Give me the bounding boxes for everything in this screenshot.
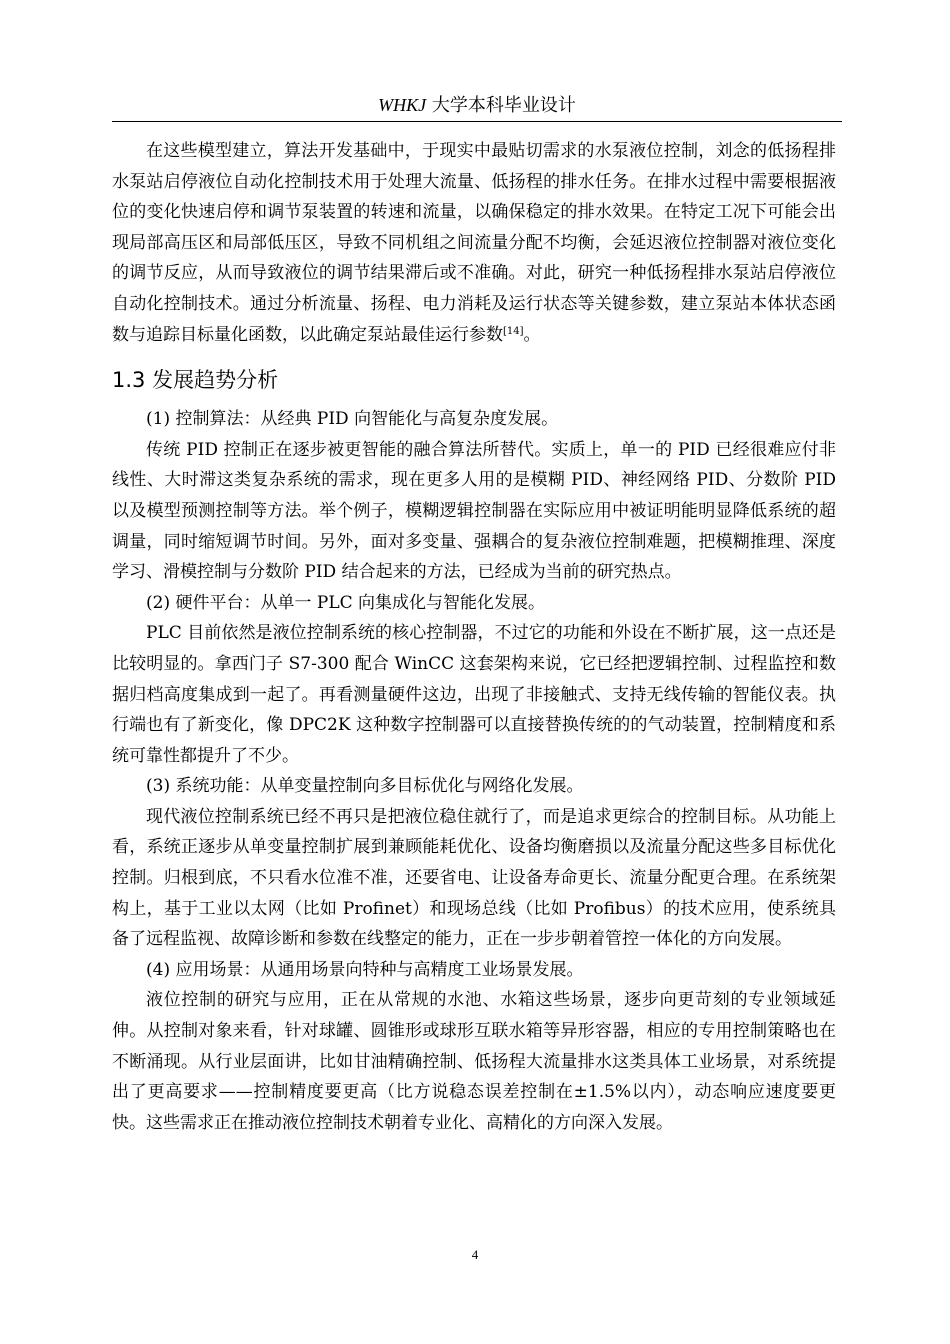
header-rule [112, 121, 842, 122]
point-4-text: 液位控制的研究与应用，正在从常规的水池、水箱这些场景，逐步向更苛刻的专业领域延伸。从控制对象来看，针对球罐、圆锥形或球形互联水箱等异形容器，相应的专用控制策略也在不断涌现。从行业层面讲，比如甘油精确控制、低扬程大流量排水这类具体工业场景，对系统提出了更高要求——控制精度要更高（比方说稳态误差控制在±1.5%以内），动态响应速度要更快。这些需求正在推动液位控制技术朝着专业化、高精化的方向深入发展。 [112, 990, 836, 1133]
point-1-text: 传统 PID 控制正在逐步被更智能的融合算法所替代。实质上，单一的 PID 已经很难应付非线性、大时滞这类复杂系统的需求，现在更多人用的是模糊 PID、神经网络 PID、分数阶 PID 以及模型预测控制等方法。举个例子，模糊逻辑控制器在实际应用中被证明能明显降低系统的超调量，同时缩短调节时间。另外，面对多变量、强耦合的复杂液位控制难题，把模糊推理、深度学习、滑模控制与分数阶 PID 结合起来的方法，已经成为当前的研究热点。 [112, 439, 836, 583]
citation: [14] [503, 325, 524, 337]
page-header [112, 90, 842, 120]
point-1-heading: (1) 控制算法：从经典 PID 向智能化与高复杂度发展。 [146, 409, 559, 430]
page-number: 4 [471, 1247, 479, 1262]
point-4-heading: (4) 应用场景：从通用场景向特种与高精度工业场景发展。 [146, 959, 584, 980]
intro-end: 。 [523, 324, 541, 345]
header-latin: WHKJ [378, 95, 427, 115]
intro-paragraph [112, 136, 836, 350]
point-2-heading: (2) 硬件平台：从单一 PLC 向集成化与智能化发展。 [146, 592, 546, 613]
point-3-heading: (3) 系统功能：从单变量控制向多目标优化与网络化发展。 [146, 776, 584, 797]
page-content [112, 136, 836, 1138]
section-title: 1.3 发展趋势分析 [112, 368, 279, 393]
intro-text: 在这些模型建立，算法开发基础中，于现实中最贴切需求的水泵液位控制，刘念的低扬程排水泵站启停液位自动化控制技术用于处理大流量、低扬程的排水任务。在排水过程中需要根据液位的变化快速启停和调节泵装置的转速和流量，以确保稳定的排水效果。在特定工况下可能会出现局部高压区和局部低压区，导致不同机组之间流量分配不均衡，会延迟液位控制器对液位变化的调节反应，从而导致液位的调节结果滞后或不准确。对此，研究一种低扬程排水泵站启停液位自动化控制技术。通过分析流量、扬程、电力消耗及运行状态等关键参数，建立泵站本体状态函数与追踪目标量化函数，以此确定泵站最佳运行参数 [112, 141, 836, 345]
header-title: 大学本科毕业设计 [431, 95, 576, 116]
point-2-text: PLC 目前依然是液位控制系统的核心控制器，不过它的功能和外设在不断扩展，这一点还是比较明显的。拿西门子 S7-300 配合 WinCC 这套架构来说，它已经把逻辑控制、过程监控和数据归档高度集成到一起了。再看测量硬件这边，出现了非接触式、支持无线传输的智能仪表。执行端也有了新变化，像 DPC2K 这种数字控制器可以直接替换传统的的气动装置，控制精度和系统可靠性都提升了不少。 [112, 623, 836, 766]
point-3-text: 现代液位控制系统已经不再只是把液位稳住就行了，而是追求更综合的控制目标。从功能上看，系统正逐步从单变量控制扩展到兼顾能耗优化、设备均衡磨损以及流量分配这些多目标优化控制。归根到底，不只看水位准不准，还要省电、让设备寿命更长、流量分配更合理。在系统架构上，基于工业以太网（比如 Profinet）和现场总线（比如 Profibus）的技术应用，使系统具备了远程监视、故障诊断和参数在线整定的能力，正在一步步朝着管控一体化的方向发展。 [112, 806, 836, 950]
